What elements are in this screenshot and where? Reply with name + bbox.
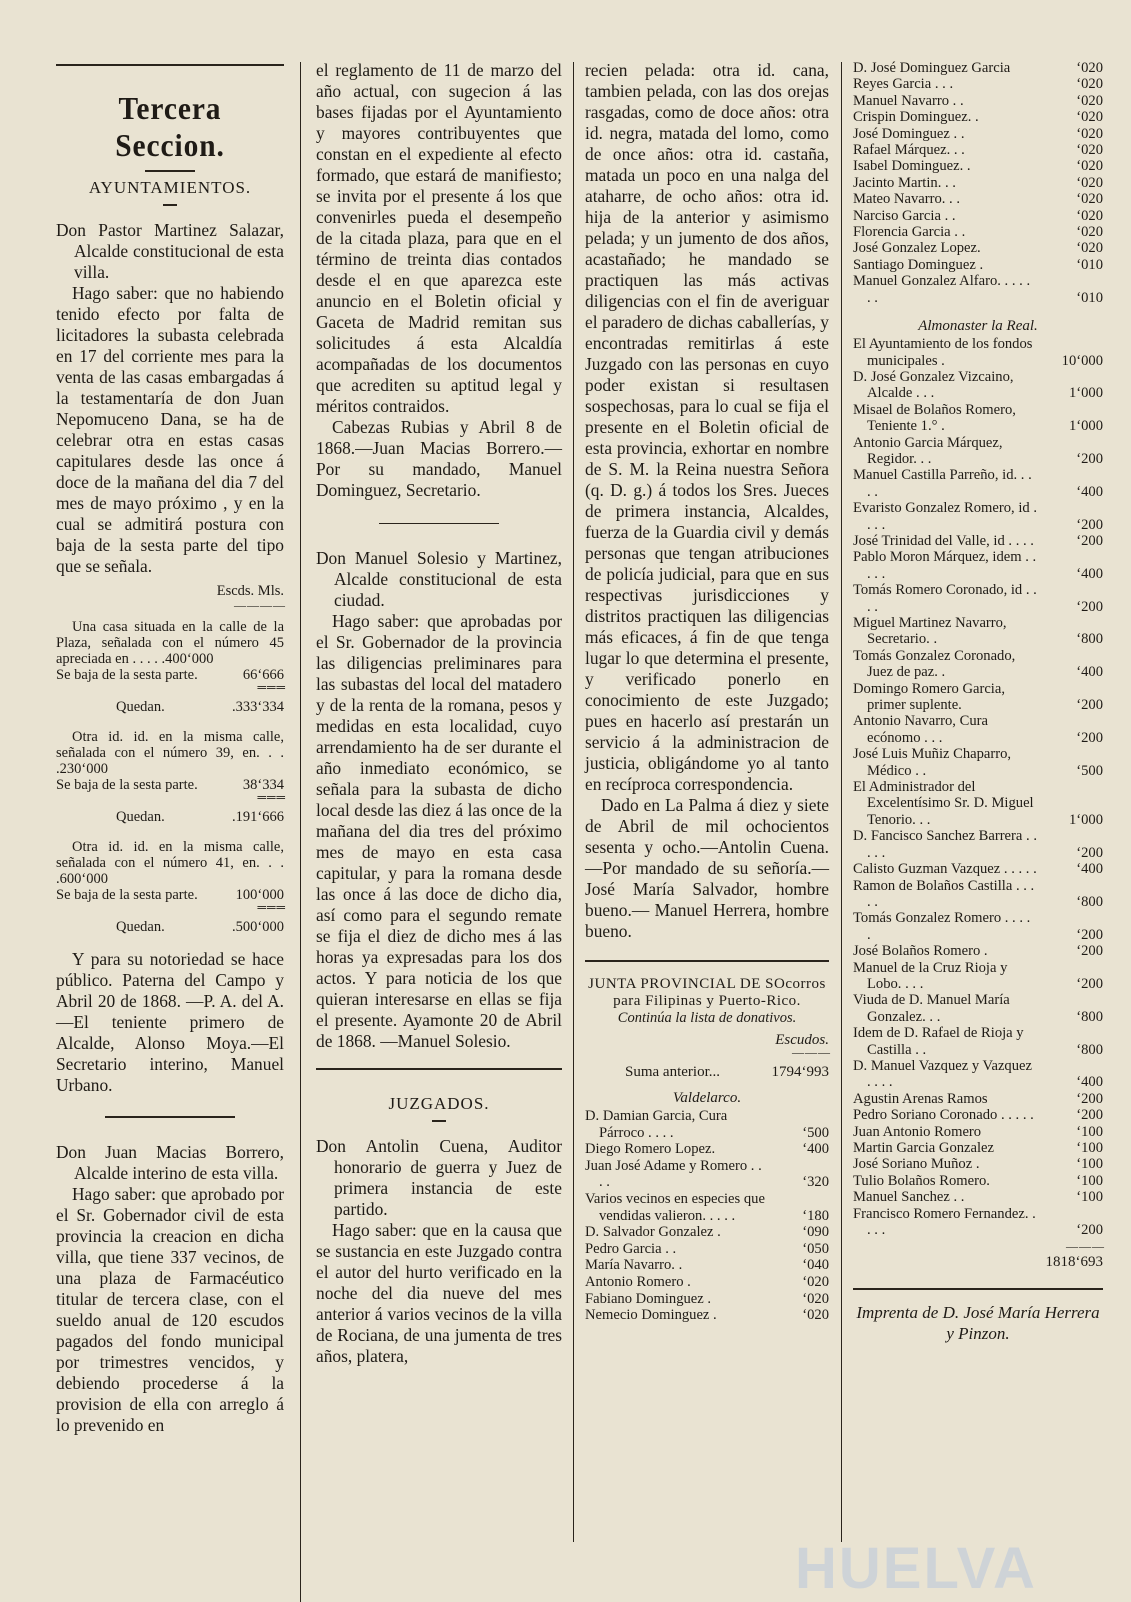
- item-desc: Otra id. id. en la misma calle, señalada con el número 39, en. . .: [56, 729, 284, 761]
- list-item: [853, 500, 1103, 533]
- list-item: [853, 1107, 1103, 1123]
- donor-name: Manuel Castilla Parreño, id. . . . .: [853, 467, 1032, 500]
- donor-amount: ‘010: [1076, 289, 1103, 306]
- donor-name: José Gonzalez Lopez.: [853, 240, 981, 257]
- rule-mark: ═ ═ ═: [257, 790, 284, 804]
- donor-name: Fabiano Dominguez .: [585, 1290, 712, 1307]
- suma-value: 1794‘993: [771, 1064, 829, 1080]
- donor-list: [853, 336, 1103, 1238]
- donor-amount: ‘200: [1076, 1222, 1103, 1239]
- section-title: Tercera Seccion.: [115, 90, 225, 163]
- donor-amount: ‘400: [1076, 565, 1103, 582]
- baja-label: Se baja de la sesta parte.: [56, 777, 198, 793]
- donor-name: Martin Garcia Gonzalez: [853, 1140, 994, 1156]
- donor-name: Reyes Garcia . . .: [853, 76, 954, 93]
- donor-name: Idem de D. Rafael de Rioja y Castilla . .: [853, 1025, 1024, 1058]
- list-item: [853, 582, 1103, 615]
- baja-label: Se baja de la sesta parte.: [56, 667, 198, 683]
- watermark: HUELVA: [795, 1536, 1037, 1601]
- section-divider: [853, 1288, 1103, 1290]
- donor-amount: ‘020: [1076, 109, 1103, 126]
- donor-amount: ‘200: [1076, 729, 1103, 746]
- list-item: [853, 467, 1103, 500]
- list-item: [853, 435, 1103, 468]
- donor-amount: ‘100: [1076, 1140, 1103, 1156]
- donor-name: El Administrador del Excelentísimo Sr. D. Miguel Tenorio. . .: [853, 779, 1034, 828]
- donor-name: Jacinto Martin. . .: [853, 174, 956, 191]
- baja-value: 100‘000: [235, 887, 284, 903]
- donor-name: José Soriano Muñoz .: [853, 1156, 980, 1173]
- donor-name: María Navarro. .: [585, 1257, 683, 1274]
- donor-name: Tomás Gonzalez Romero . . . . .: [853, 910, 1031, 943]
- list-item: [585, 1141, 829, 1158]
- list-item: [853, 60, 1103, 76]
- section-divider: [316, 1068, 562, 1070]
- donor-amount: ‘020: [1076, 240, 1103, 257]
- donor-amount: ‘020: [802, 1290, 829, 1307]
- list-item: [585, 1108, 829, 1141]
- place-name: Almonaster la Real.: [918, 318, 1038, 335]
- list-item: [853, 142, 1103, 158]
- list-item: [853, 76, 1103, 92]
- rule-mark: ═ ═ ═: [257, 680, 284, 694]
- donor-amount: ‘020: [1076, 60, 1103, 76]
- section-heading: AYUNTAMIENTOS.: [88, 178, 252, 197]
- donor-amount: ‘180: [802, 1207, 829, 1224]
- donor-name: Agustin Arenas Ramos: [853, 1090, 988, 1107]
- notice-body: Hago saber: que aprobadas por el Sr. Gobernador de la provincia las diligencias preliminares para las subastas del local del matadero y de la renta de la romana, pesos y medidas en esta localidad, cuyo arrendamiento ha de ser durante el año inmediato económico, se señala para la subasta de dicho local desde las diez á las once de la mañana del dia tres del próximo mes de mayo en esta casa capitular, y para la romana desde las once á las doce de dicho dia, así como para el segundo remate se fija el diez de dicho mes á las horas ya expresadas para los dos actos. Y para noticia de los que quieran interesarse en ellas se fija el presente. Ayamonte 20 de Abril de 1868. —Manuel Solesio.: [316, 611, 562, 1051]
- list-item: [853, 861, 1103, 877]
- donor-amount: ‘200: [1076, 697, 1103, 714]
- list-item: [853, 1173, 1103, 1189]
- junta-title: JUNTA PROVINCIAL DE SOcorros para Filipinas y Puerto-Rico.: [588, 976, 826, 1009]
- donor-name: Narciso Garcia . .: [853, 207, 956, 224]
- junta-subtitle: Continúa la lista de donativos.: [617, 1010, 797, 1026]
- list-item: [853, 240, 1103, 256]
- quedan-value: .191‘666: [232, 809, 284, 825]
- donor-name: Manuel Sanchez . .: [853, 1189, 965, 1206]
- donor-name: Antonio Navarro, Cura ecónomo . . .: [853, 713, 988, 746]
- notice-signature: Dado en La Palma á diez y siete de Abril de mil ochocientos sesenta y ocho.—Antolin Cuena.—Por mandado de su señoría.—José María Salvador, hombre bueno.— Manuel Herrera, hombre bueno.: [585, 795, 829, 941]
- divider: [163, 204, 177, 206]
- notice-body: Hago saber: que aprobado por el Sr. Gobernador civil de esta provincia la creacion en dicha villa, que tiene 337 vecinos, de una plaza de Farmacéutico titular de tercera clase, con el sueldo anual de 120 escudos pagados del fondo municipal por trimestres vencidos, y debiendo procederse á la provision de ella con arreglo á lo prevenido en: [56, 1184, 284, 1435]
- baja-label: Se baja de la sesta parte.: [56, 887, 198, 903]
- donor-name: Tulio Bolaños Romero.: [853, 1172, 990, 1189]
- donor-name: José Trinidad del Valle, id . . . .: [853, 532, 1034, 549]
- divider: [432, 1120, 446, 1122]
- donor-name: Manuel Gonzalez Alfaro. . . . . . .: [853, 273, 1031, 306]
- donor-amount: 1‘000: [1068, 811, 1103, 828]
- property-item: [56, 729, 284, 825]
- section-divider: [585, 960, 829, 962]
- donor-name: Nemecio Dominguez .: [585, 1307, 717, 1324]
- donor-amount: ‘090: [802, 1224, 829, 1241]
- list-item: [853, 93, 1103, 109]
- list-item: [853, 158, 1103, 174]
- list-item: [853, 257, 1103, 273]
- quedan-label: Quedan.: [116, 699, 165, 715]
- donor-amount: ‘500: [1076, 762, 1103, 779]
- list-item: [585, 1291, 829, 1308]
- notice-signature: Cabezas Rubias y Abril 8 de 1868.—Juan Macias Borrero.—Por su mandado, Manuel Dominguez, Secretario.: [316, 417, 562, 500]
- list-item: [853, 960, 1103, 993]
- donor-name: Pablo Moron Márquez, idem . . . . .: [853, 549, 1037, 582]
- donor-amount: ‘400: [802, 1141, 829, 1158]
- list-item: [853, 779, 1103, 828]
- list-item: [853, 175, 1103, 191]
- donor-name: Viuda de D. Manuel María Gonzalez. . .: [853, 992, 1010, 1025]
- list-item: [585, 1224, 829, 1241]
- list-item: [853, 648, 1103, 681]
- donor-name: Rafael Márquez. . .: [853, 142, 965, 159]
- list-item: [853, 109, 1103, 125]
- list-item: [585, 1241, 829, 1258]
- baja-value: 66‘666: [242, 667, 284, 683]
- list-item: [853, 224, 1103, 240]
- donor-name: Misael de Bolaños Romero, Teniente 1.° .: [853, 401, 1016, 435]
- printer-imprint: Imprenta de D. José María Herrera y Pinzon.: [856, 1303, 1100, 1344]
- donor-name: Francisco Romero Fernandez. . . . .: [853, 1205, 1036, 1239]
- item-value: .400‘000: [161, 651, 214, 667]
- donor-name: Antonio Romero .: [585, 1273, 691, 1290]
- donor-amount: ‘400: [1076, 664, 1103, 681]
- donor-name: Florencia Garcia . .: [853, 224, 966, 241]
- top-rule: [56, 64, 284, 66]
- notice-body: recien pelada: otra id. cana, tambien pelada, con las dos orejas rasgadas, como de doce años: otra id. negra, matada del lomo, como de once años: otra id. castaña, matada un poco en una nalga del ataharre, de ocho años: otra id. hija de la anterior y asimismo pelada; y un jumento de dos años, acastañado; he mandado se practiquen las más activas diligencias con el fin de averiguar el paradero de dichas caballerías, y encontradas remitirlas á este Juzgado con las personas en cuyo poder existan si resultasen sospechosas, para lo cual se fija el presente en el Boletin oficial de esta provincia, exhortar en nombre de S. M. la Reina nuestra Señora (q. D. g.) á todos los Sres. Jueces de primera instancia, Alcaldes, fuerza de la Guardia civil y demás personas que tengan atribuciones de policía judicial, para que en sus respectivas jurisdicciones y distritos practiquen las diligencias más eficaces, á fin de que tenga lugar lo que determina el presente, y verificado ponerlo en conocimiento de este Juzgado; pues en hacerlo así prestarán un servicio á la administracion de justicia, obligándome yo al tanto en recíproca correspondencia.: [585, 60, 829, 794]
- donor-name: Calisto Guzman Vazquez . . . . .: [853, 861, 1037, 878]
- list-item: [853, 191, 1103, 207]
- quedan-value: .500‘000: [232, 919, 284, 935]
- donor-amount: ‘020: [1076, 174, 1103, 191]
- donor-amount: ‘500: [802, 1124, 829, 1141]
- item-value: .600‘000: [56, 871, 108, 887]
- donor-name: Crispin Dominguez. .: [853, 109, 979, 126]
- donor-name: José Dominguez . .: [853, 125, 965, 142]
- donor-amount: ‘010: [1076, 256, 1103, 273]
- donor-amount: ‘400: [1076, 861, 1103, 878]
- donor-name: D. Fancisco Sanchez Barrera . . . . .: [853, 828, 1037, 861]
- list-item: [853, 1156, 1103, 1172]
- donor-amount: ‘020: [1076, 125, 1103, 142]
- list-item: [853, 549, 1103, 582]
- list-item: [853, 1189, 1103, 1205]
- notice-body: Hago saber: que no habiendo tenido efecto por falta de licitadores la subasta celebrada en 17 del corriente mes para la venta de las casas embargadas á la testamentaría de don Juan Nepomuceno Dana, se ha de celebrar otra en estas casas capitulares desde las once á doce de la mañana del dia 7 del mes de mayo próximo , y en la cual se admitirá postura con baja de la sesta parte del tipo que se señala.: [56, 283, 284, 576]
- donor-amount: ‘200: [1076, 975, 1103, 992]
- list-item: [853, 1058, 1103, 1091]
- donor-name: Pedro Soriano Coronado . . . . .: [853, 1107, 1034, 1124]
- donor-amount: ‘040: [802, 1257, 829, 1274]
- item-desc: Otra id. id. en la misma calle, señalada con el número 41, en. . .: [56, 839, 284, 871]
- donor-amount: ‘320: [802, 1174, 829, 1191]
- section-divider: [379, 523, 499, 524]
- donor-amount: ‘200: [1076, 1090, 1103, 1107]
- list-item: [585, 1307, 829, 1324]
- column-rule: [841, 62, 842, 1542]
- list-item: [853, 992, 1103, 1025]
- donor-amount: ‘020: [1076, 191, 1103, 208]
- column-4: [853, 60, 1103, 1344]
- list-item: [853, 273, 1103, 306]
- donor-name: Juan José Adame y Romero . . . .: [585, 1157, 762, 1191]
- donor-amount: ‘200: [1076, 598, 1103, 615]
- donor-name: D. Damian Garcia, Cura Párroco . . . .: [585, 1108, 728, 1141]
- donor-amount: ‘020: [1076, 158, 1103, 175]
- donor-name: D. José Dominguez Garcia: [853, 60, 1011, 76]
- donor-amount: ‘020: [1076, 207, 1103, 224]
- list-item: [853, 828, 1103, 861]
- donor-amount: ‘800: [1076, 1008, 1103, 1025]
- list-item: [853, 1124, 1103, 1140]
- donor-name: Varios vecinos en especies que vendidas valieron. . . . .: [585, 1190, 765, 1224]
- rule-mark: — — — —: [234, 598, 284, 612]
- donor-amount: ‘020: [1076, 76, 1103, 93]
- donor-amount: ‘800: [1076, 1041, 1103, 1058]
- donor-amount: 1‘000: [1068, 418, 1103, 435]
- column-rule: [300, 62, 301, 1602]
- donor-amount: 10‘000: [1061, 352, 1103, 369]
- donor-amount: ‘200: [1076, 516, 1103, 533]
- donor-name: D. José Gonzalez Vizcaino, Alcalde . . .: [853, 368, 1014, 402]
- donations-total: 1818‘693: [1045, 1254, 1103, 1271]
- list-item: [585, 1158, 829, 1191]
- donor-amount: ‘200: [1076, 943, 1103, 960]
- quedan-label: Quedan.: [116, 919, 165, 935]
- place-name: Valdelarco.: [672, 1090, 742, 1106]
- rule-mark: — — —: [792, 1045, 829, 1059]
- donor-amount: ‘400: [1076, 483, 1103, 500]
- notice-heading: Don Juan Macias Borrero, Alcalde interino de esta villa.: [56, 1142, 284, 1183]
- units-header: Escds. Mls.: [216, 583, 284, 599]
- escudos-header: Escudos.: [775, 1032, 829, 1048]
- donor-amount: ‘200: [1076, 532, 1103, 549]
- list-item: [853, 533, 1103, 549]
- donor-amount: ‘020: [1076, 224, 1103, 241]
- donor-name: Santiago Dominguez .: [853, 256, 984, 273]
- donor-amount: ‘200: [1076, 450, 1103, 467]
- notice-body: Hago saber: que en la causa que se sustancia en este Juzgado contra el autor del hurto verificado en la noche del dia nueve del mes anterior á varios vecinos de la villa de Rociana, de una jumenta de tres años, platera,: [316, 1220, 562, 1366]
- donor-name: Evaristo Gonzalez Romero, id . . . .: [853, 500, 1037, 533]
- property-item: [56, 619, 284, 715]
- donor-name: José Luis Muñiz Chaparro, Médico . .: [853, 746, 1012, 779]
- list-item: [853, 713, 1103, 746]
- list-item: [853, 1140, 1103, 1156]
- list-item: [853, 943, 1103, 959]
- list-item: [585, 1274, 829, 1291]
- donor-name: Tomás Romero Coronado, id . . . .: [853, 582, 1037, 615]
- donor-name: D. Manuel Vazquez y Vazquez . . . .: [853, 1057, 1032, 1091]
- donor-amount: ‘200: [1076, 926, 1103, 943]
- list-item: [853, 681, 1103, 714]
- list-item: [853, 126, 1103, 142]
- donor-amount: ‘200: [1076, 844, 1103, 861]
- donor-name: Domingo Romero Garcia, primer suplente.: [853, 680, 1005, 714]
- donor-amount: ‘050: [802, 1240, 829, 1257]
- donor-amount: ‘200: [1076, 1107, 1103, 1124]
- donor-name: Mateo Navarro. . .: [853, 191, 960, 208]
- list-item: [853, 878, 1103, 911]
- column-2: [316, 60, 562, 1367]
- donor-amount: ‘100: [1076, 1172, 1103, 1189]
- list-item: [853, 746, 1103, 779]
- donor-name: Ramon de Bolaños Castilla . . . . .: [853, 877, 1035, 910]
- donor-name: Isabel Dominguez. .: [853, 158, 971, 175]
- notice-heading: Don Antolin Cuena, Auditor honorario de guerra y Juez de primera instancia de este partido.: [316, 1136, 562, 1219]
- list-item: [853, 615, 1103, 648]
- list-item: [853, 910, 1103, 943]
- donor-amount: ‘100: [1076, 1189, 1103, 1206]
- donor-amount: ‘100: [1076, 1156, 1103, 1173]
- donor-amount: 1‘000: [1068, 385, 1103, 402]
- suma-anterior: [585, 1064, 829, 1080]
- list-item: [853, 208, 1103, 224]
- column-rule: [573, 62, 574, 1542]
- donor-name: Manuel Navarro . .: [853, 92, 964, 109]
- list-item: [585, 1191, 829, 1224]
- notice-close: Y para su notoriedad se hace público. Paterna del Campo y Abril 20 de 1868. —P. A. del A.—El teniente primero de Alcalde, Alonso Moya.—El Secretario interino, Manuel Urbano.: [56, 949, 284, 1095]
- notice-heading: Don Manuel Solesio y Martinez, Alcalde constitucional de esta ciudad.: [316, 548, 562, 610]
- item-value: .230‘000: [56, 761, 108, 777]
- quedan-label: Quedan.: [116, 809, 165, 825]
- quedan-value: .333‘334: [232, 699, 284, 715]
- donor-name: José Bolaños Romero .: [853, 943, 988, 960]
- donor-amount: ‘020: [1076, 92, 1103, 109]
- donor-name: Manuel de la Cruz Rioja y Lobo. . . .: [853, 959, 1008, 992]
- donor-amount: ‘020: [1076, 142, 1103, 159]
- list-item: [853, 1025, 1103, 1058]
- list-item: [853, 369, 1103, 402]
- rule-mark: ═ ═ ═: [257, 900, 284, 914]
- list-item: [853, 1206, 1103, 1239]
- donor-name: Pedro Garcia . .: [585, 1240, 677, 1257]
- donor-name: Tomás Gonzalez Coronado, Juez de paz. .: [853, 647, 1016, 681]
- donor-list: [585, 1108, 829, 1324]
- donor-name: D. Salvador Gonzalez .: [585, 1224, 721, 1241]
- column-3: [585, 60, 829, 1324]
- donor-amount: ‘100: [1076, 1123, 1103, 1140]
- donor-list: [853, 60, 1103, 306]
- rule-mark: — — —: [1066, 1239, 1103, 1254]
- list-item: [853, 1091, 1103, 1107]
- donor-amount: ‘020: [802, 1307, 829, 1324]
- column-1: [56, 52, 284, 1436]
- list-item: [585, 1257, 829, 1274]
- donor-name: Diego Romero Lopez.: [585, 1141, 716, 1158]
- donor-amount: ‘800: [1076, 631, 1103, 648]
- donor-amount: ‘400: [1076, 1074, 1103, 1091]
- notice-heading: Don Pastor Martinez Salazar, Alcalde constitucional de esta villa.: [56, 220, 284, 282]
- donor-name: Miguel Martinez Navarro, Secretario. .: [853, 615, 1007, 648]
- donor-name: El Ayuntamiento de los fondos municipales .: [853, 336, 1033, 369]
- donor-name: Antonio Garcia Márquez, Regidor. . .: [853, 434, 1003, 467]
- item-desc: Una casa situada en la calle de la Plaza, señalada con el número 45 apreciada en . . . .: [56, 619, 284, 667]
- section-divider: [105, 1116, 235, 1118]
- property-item: [56, 839, 284, 935]
- baja-value: 38‘334: [242, 777, 284, 793]
- list-item: [853, 336, 1103, 369]
- suma-label: Suma anterior...: [625, 1064, 720, 1080]
- section-heading: JUZGADOS.: [388, 1094, 490, 1113]
- donor-amount: ‘020: [802, 1273, 829, 1290]
- list-item: [853, 402, 1103, 435]
- donor-name: Juan Antonio Romero: [853, 1123, 982, 1140]
- donor-amount: ‘800: [1076, 893, 1103, 910]
- notice-body: el reglamento de 11 de marzo del año actual, con sugecion á las bases fijadas por el Ayuntamiento y mayores contribuyentes que constan en el expediente al efecto formado, que estará de manifiesto; se invita por el presente á los que convenirles pueda el desempeño de la citada plaza, para que en el término de treinta dias contados desde el en que aparezca este anuncio en el Boletin oficial y Gaceta de Madrid remitan sus solicitudes á esta Alcaldía acompañadas de los documentos que acrediten su aptitud legal y méritos contraidos.: [316, 60, 562, 416]
- ornament-rule: [145, 170, 195, 172]
